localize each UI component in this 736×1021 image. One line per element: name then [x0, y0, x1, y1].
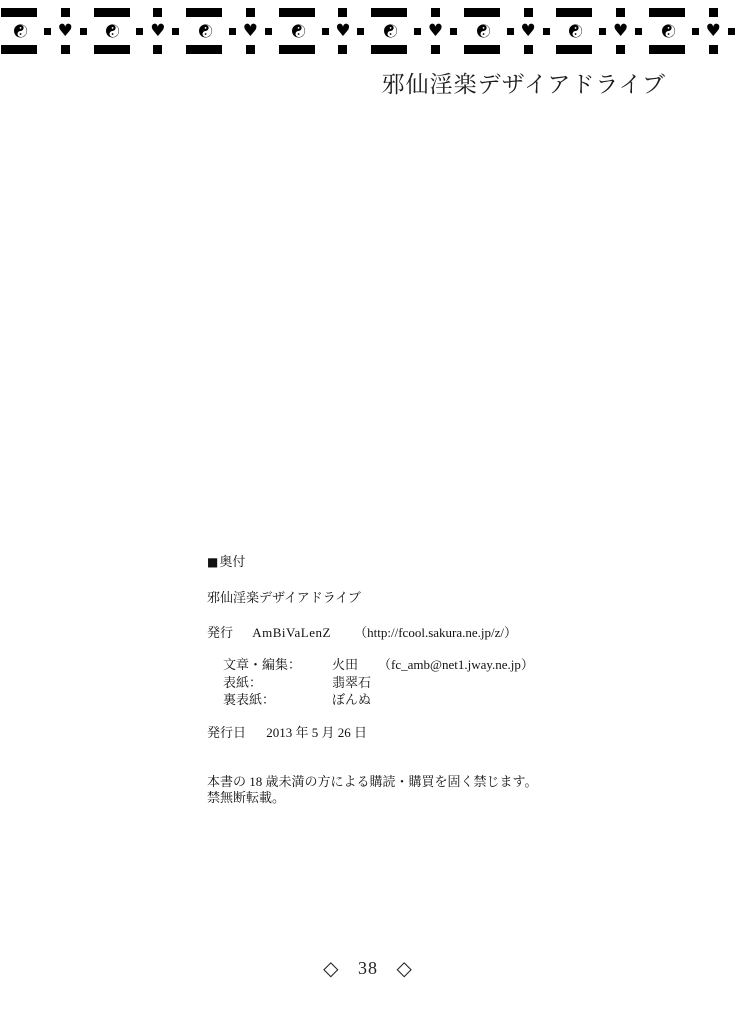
heart-icon: ♥ [57, 20, 73, 41]
border-dash-group [335, 8, 350, 54]
book-title: 邪仙淫楽デザイアドライブ [207, 590, 361, 605]
border-dot [599, 28, 606, 35]
credits-list [223, 656, 537, 709]
border-dot [728, 28, 735, 35]
diamond-icon: ◇ [396, 956, 413, 980]
heart-icon: ♥ [520, 20, 536, 41]
credit-note: （fc_amb@net1.jway.ne.jp） [378, 657, 534, 672]
border-dot [80, 28, 87, 35]
border-dot [172, 28, 179, 35]
publisher-label: 発行 [207, 625, 234, 640]
colophon-block [207, 553, 537, 807]
disclaimer-line-1: 本書の 18 歳未満の方による購読・購買を固く禁じます。 [207, 773, 538, 789]
date-label: 発行日 [207, 724, 247, 740]
border-dot [450, 28, 457, 35]
yin-yang-icon: ☯ [194, 22, 216, 40]
border-dash-group [279, 8, 315, 54]
border-dash-group [613, 8, 628, 54]
yin-yang-icon: ☯ [8, 22, 30, 40]
border-dot [692, 28, 699, 35]
border-dot [543, 28, 550, 35]
publisher-line [207, 624, 537, 642]
border-dash-group [464, 8, 500, 54]
publisher-name: AmBiVaLenZ [252, 625, 331, 640]
border-dash-group [186, 8, 222, 54]
colophon-section-label: 奥付 [219, 554, 246, 569]
border-dot [229, 28, 236, 35]
border-dash-group [371, 8, 407, 54]
disclaimer-line-2: 禁無断転載。 [207, 790, 286, 805]
publisher-url: （http://fcool.sakura.ne.jp/z/） [354, 625, 517, 640]
yin-yang-icon: ☯ [564, 22, 586, 40]
page-number: 38 [358, 958, 378, 978]
heart-icon: ♥ [705, 20, 721, 41]
border-dot [507, 28, 514, 35]
decorative-border [0, 8, 736, 54]
border-dash-group [520, 8, 535, 54]
heart-icon: ♥ [335, 20, 351, 41]
credit-row [223, 674, 537, 692]
colophon-section-heading [207, 553, 537, 571]
credit-value: ぼんぬ [332, 692, 372, 707]
border-dot [322, 28, 329, 35]
date-value: 2013 年 5 月 26 日 [266, 724, 368, 740]
border-dash-group [556, 8, 592, 54]
border-dash-group [706, 8, 721, 54]
credit-label: 表紙： [223, 674, 263, 690]
footer-page-number [0, 956, 736, 980]
border-dash-group [94, 8, 130, 54]
border-dash-group [428, 8, 443, 54]
heart-icon: ♥ [150, 20, 166, 41]
border-dash-group [649, 8, 685, 54]
credit-value: 翡翠石 [332, 674, 372, 690]
heart-icon: ♥ [427, 20, 444, 41]
border-dot [136, 28, 143, 35]
diamond-icon: ◇ [323, 956, 340, 980]
border-dash-group [243, 8, 258, 54]
credit-row [223, 691, 537, 709]
border-dot [357, 28, 364, 35]
border-dash-group [1, 8, 37, 54]
border-dot [44, 28, 51, 35]
border-dash-group [150, 8, 165, 54]
disclaimer [207, 774, 537, 807]
border-dot [414, 28, 421, 35]
heart-icon: ♥ [613, 20, 629, 41]
credit-value: 火田 [332, 657, 359, 672]
publication-date-line [207, 724, 537, 742]
credit-label: 文章・編集： [223, 657, 302, 672]
page-title: 邪仙淫楽デザイアドライブ [381, 72, 666, 97]
yin-yang-icon: ☯ [286, 22, 308, 40]
border-dot [265, 28, 272, 35]
border-dot [635, 28, 642, 35]
yin-yang-icon: ☯ [379, 22, 401, 40]
heart-icon: ♥ [242, 20, 259, 41]
yin-yang-icon: ☯ [656, 22, 678, 40]
square-bullet-icon: ■ [207, 555, 219, 569]
credit-label: 裏表紙： [223, 692, 276, 707]
yin-yang-icon: ☯ [101, 22, 123, 40]
credit-row [223, 656, 537, 674]
border-dash-group [58, 8, 73, 54]
yin-yang-icon: ☯ [471, 22, 493, 40]
